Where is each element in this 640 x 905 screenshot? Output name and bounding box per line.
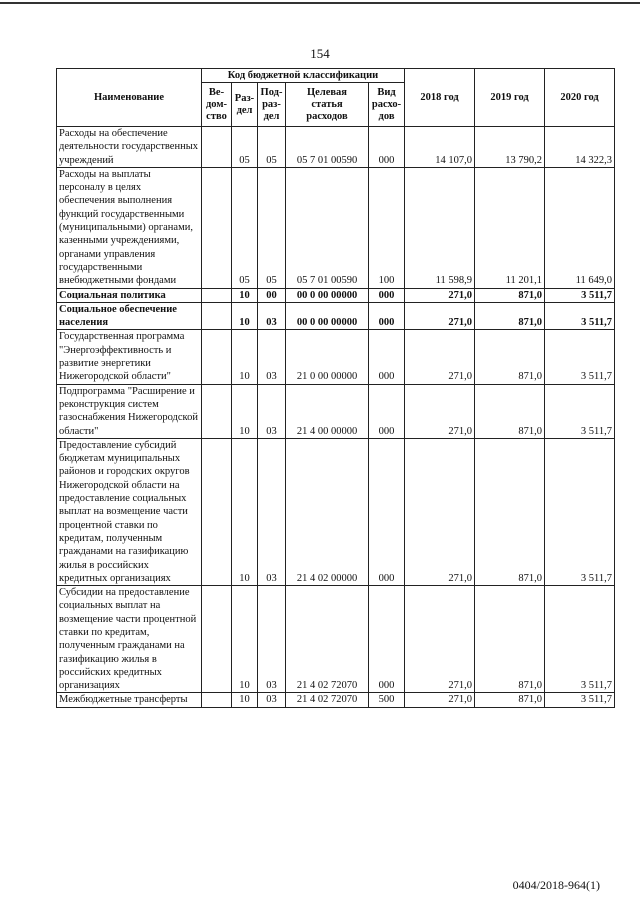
row-razdel: 10	[232, 693, 258, 707]
row-name: Расходы на выплаты персоналу в целях обеспечения выполнения функций государственными (муниципальными) органами, казенными учреждениями, органами управления государственными внебюджетными фондами	[57, 167, 202, 288]
document-code: 0404/2018-964(1)	[512, 878, 600, 892]
row-vedomstvo	[202, 127, 232, 168]
row-celevaya: 21 4 02 72070	[286, 693, 369, 707]
row-value-2020: 11 649,0	[545, 167, 615, 288]
row-vedomstvo	[202, 693, 232, 707]
table-row	[57, 586, 615, 693]
row-vedomstvo	[202, 330, 232, 384]
row-razdel: 10	[232, 384, 258, 438]
header-2019: 2019 год	[475, 69, 545, 127]
row-name: Социальное обеспечение населения	[57, 302, 202, 330]
row-name: Расходы на обеспечение деятельности государственных учреждений	[57, 127, 202, 168]
row-value-2019: 871,0	[475, 693, 545, 707]
row-value-2020: 3 511,7	[545, 384, 615, 438]
row-value-2019: 11 201,1	[475, 167, 545, 288]
row-vedomstvo	[202, 288, 232, 302]
row-vedomstvo	[202, 167, 232, 288]
row-value-2019: 871,0	[475, 586, 545, 693]
row-name: Подпрограмма "Расширение и реконструкция систем газоснабжения Нижегородской области"	[57, 384, 202, 438]
row-razdel: 10	[232, 438, 258, 585]
table-row	[57, 384, 615, 438]
row-value-2019: 13 790,2	[475, 127, 545, 168]
row-value-2019: 871,0	[475, 438, 545, 585]
row-podrazdel: 05	[258, 127, 286, 168]
row-podrazdel: 03	[258, 438, 286, 585]
row-vedomstvo	[202, 586, 232, 693]
row-razdel: 10	[232, 330, 258, 384]
row-podrazdel: 03	[258, 384, 286, 438]
row-razdel: 05	[232, 127, 258, 168]
row-razdel: 10	[232, 288, 258, 302]
row-celevaya: 05 7 01 00590	[286, 167, 369, 288]
table-row	[57, 438, 615, 585]
row-celevaya: 21 4 00 00000	[286, 384, 369, 438]
row-vid: 000	[369, 384, 405, 438]
row-podrazdel: 03	[258, 586, 286, 693]
row-celevaya: 00 0 00 00000	[286, 288, 369, 302]
row-podrazdel: 00	[258, 288, 286, 302]
row-value-2018: 271,0	[405, 330, 475, 384]
row-value-2018: 271,0	[405, 288, 475, 302]
header-name: Наименование	[57, 69, 202, 127]
row-value-2019: 871,0	[475, 302, 545, 330]
row-name: Государственная программа "Энергоэффективность и развитие энергетики Нижегородской области"	[57, 330, 202, 384]
row-value-2020: 3 511,7	[545, 330, 615, 384]
header-razdel: Раз- дел	[232, 83, 258, 127]
row-value-2020: 3 511,7	[545, 586, 615, 693]
row-value-2019: 871,0	[475, 384, 545, 438]
header-code-group: Код бюджетной классификации	[202, 69, 405, 83]
table-row	[57, 302, 615, 330]
row-vedomstvo	[202, 438, 232, 585]
row-celevaya: 21 4 02 72070	[286, 586, 369, 693]
row-podrazdel: 03	[258, 330, 286, 384]
row-vid: 100	[369, 167, 405, 288]
row-celevaya: 21 0 00 00000	[286, 330, 369, 384]
row-celevaya: 21 4 02 00000	[286, 438, 369, 585]
row-value-2020: 3 511,7	[545, 438, 615, 585]
row-celevaya: 05 7 01 00590	[286, 127, 369, 168]
row-value-2019: 871,0	[475, 330, 545, 384]
row-value-2018: 271,0	[405, 586, 475, 693]
row-name: Предоставление субсидий бюджетам муниципальных районов и городских округов Нижегородской области на предоставление социальных выплат на возмещение части процентной ставки по кредитам, полученным гражданами на газификацию жилья в российских кредитных организациях	[57, 438, 202, 585]
table-row	[57, 167, 615, 288]
row-vid: 000	[369, 586, 405, 693]
header-2020: 2020 год	[545, 69, 615, 127]
budget-table	[56, 68, 615, 708]
header-2018: 2018 год	[405, 69, 475, 127]
row-value-2018: 271,0	[405, 438, 475, 585]
row-vid: 000	[369, 288, 405, 302]
table-row	[57, 127, 615, 168]
row-name: Субсидии на предоставление социальных выплат на возмещение части процентной ставки по кредитам, полученным гражданами на газификацию жилья в российских кредитных организациях	[57, 586, 202, 693]
row-value-2020: 14 322,3	[545, 127, 615, 168]
row-razdel: 10	[232, 586, 258, 693]
row-vedomstvo	[202, 384, 232, 438]
row-value-2020: 3 511,7	[545, 693, 615, 707]
page-number: 154	[310, 46, 330, 61]
row-name: Межбюджетные трансферты	[57, 693, 202, 707]
header-vedomstvo: Ве- дом- ство	[202, 83, 232, 127]
row-celevaya: 00 0 00 00000	[286, 302, 369, 330]
row-podrazdel: 05	[258, 167, 286, 288]
top-border-line	[0, 2, 640, 4]
row-name: Социальная политика	[57, 288, 202, 302]
table-row	[57, 330, 615, 384]
row-podrazdel: 03	[258, 693, 286, 707]
table-row	[57, 693, 615, 707]
row-value-2020: 3 511,7	[545, 302, 615, 330]
row-vid: 000	[369, 302, 405, 330]
row-vedomstvo	[202, 302, 232, 330]
row-value-2018: 14 107,0	[405, 127, 475, 168]
row-vid: 000	[369, 438, 405, 585]
header-vid: Вид расхо- дов	[369, 83, 405, 127]
row-value-2018: 271,0	[405, 693, 475, 707]
row-vid: 000	[369, 330, 405, 384]
row-value-2018: 11 598,9	[405, 167, 475, 288]
table-row	[57, 288, 615, 302]
header-podrazdel: Под- раз- дел	[258, 83, 286, 127]
row-podrazdel: 03	[258, 302, 286, 330]
row-value-2020: 3 511,7	[545, 288, 615, 302]
row-value-2018: 271,0	[405, 302, 475, 330]
row-vid: 500	[369, 693, 405, 707]
row-razdel: 05	[232, 167, 258, 288]
header-celevaya: Целевая статья расходов	[286, 83, 369, 127]
row-razdel: 10	[232, 302, 258, 330]
row-vid: 000	[369, 127, 405, 168]
row-value-2018: 271,0	[405, 384, 475, 438]
row-value-2019: 871,0	[475, 288, 545, 302]
